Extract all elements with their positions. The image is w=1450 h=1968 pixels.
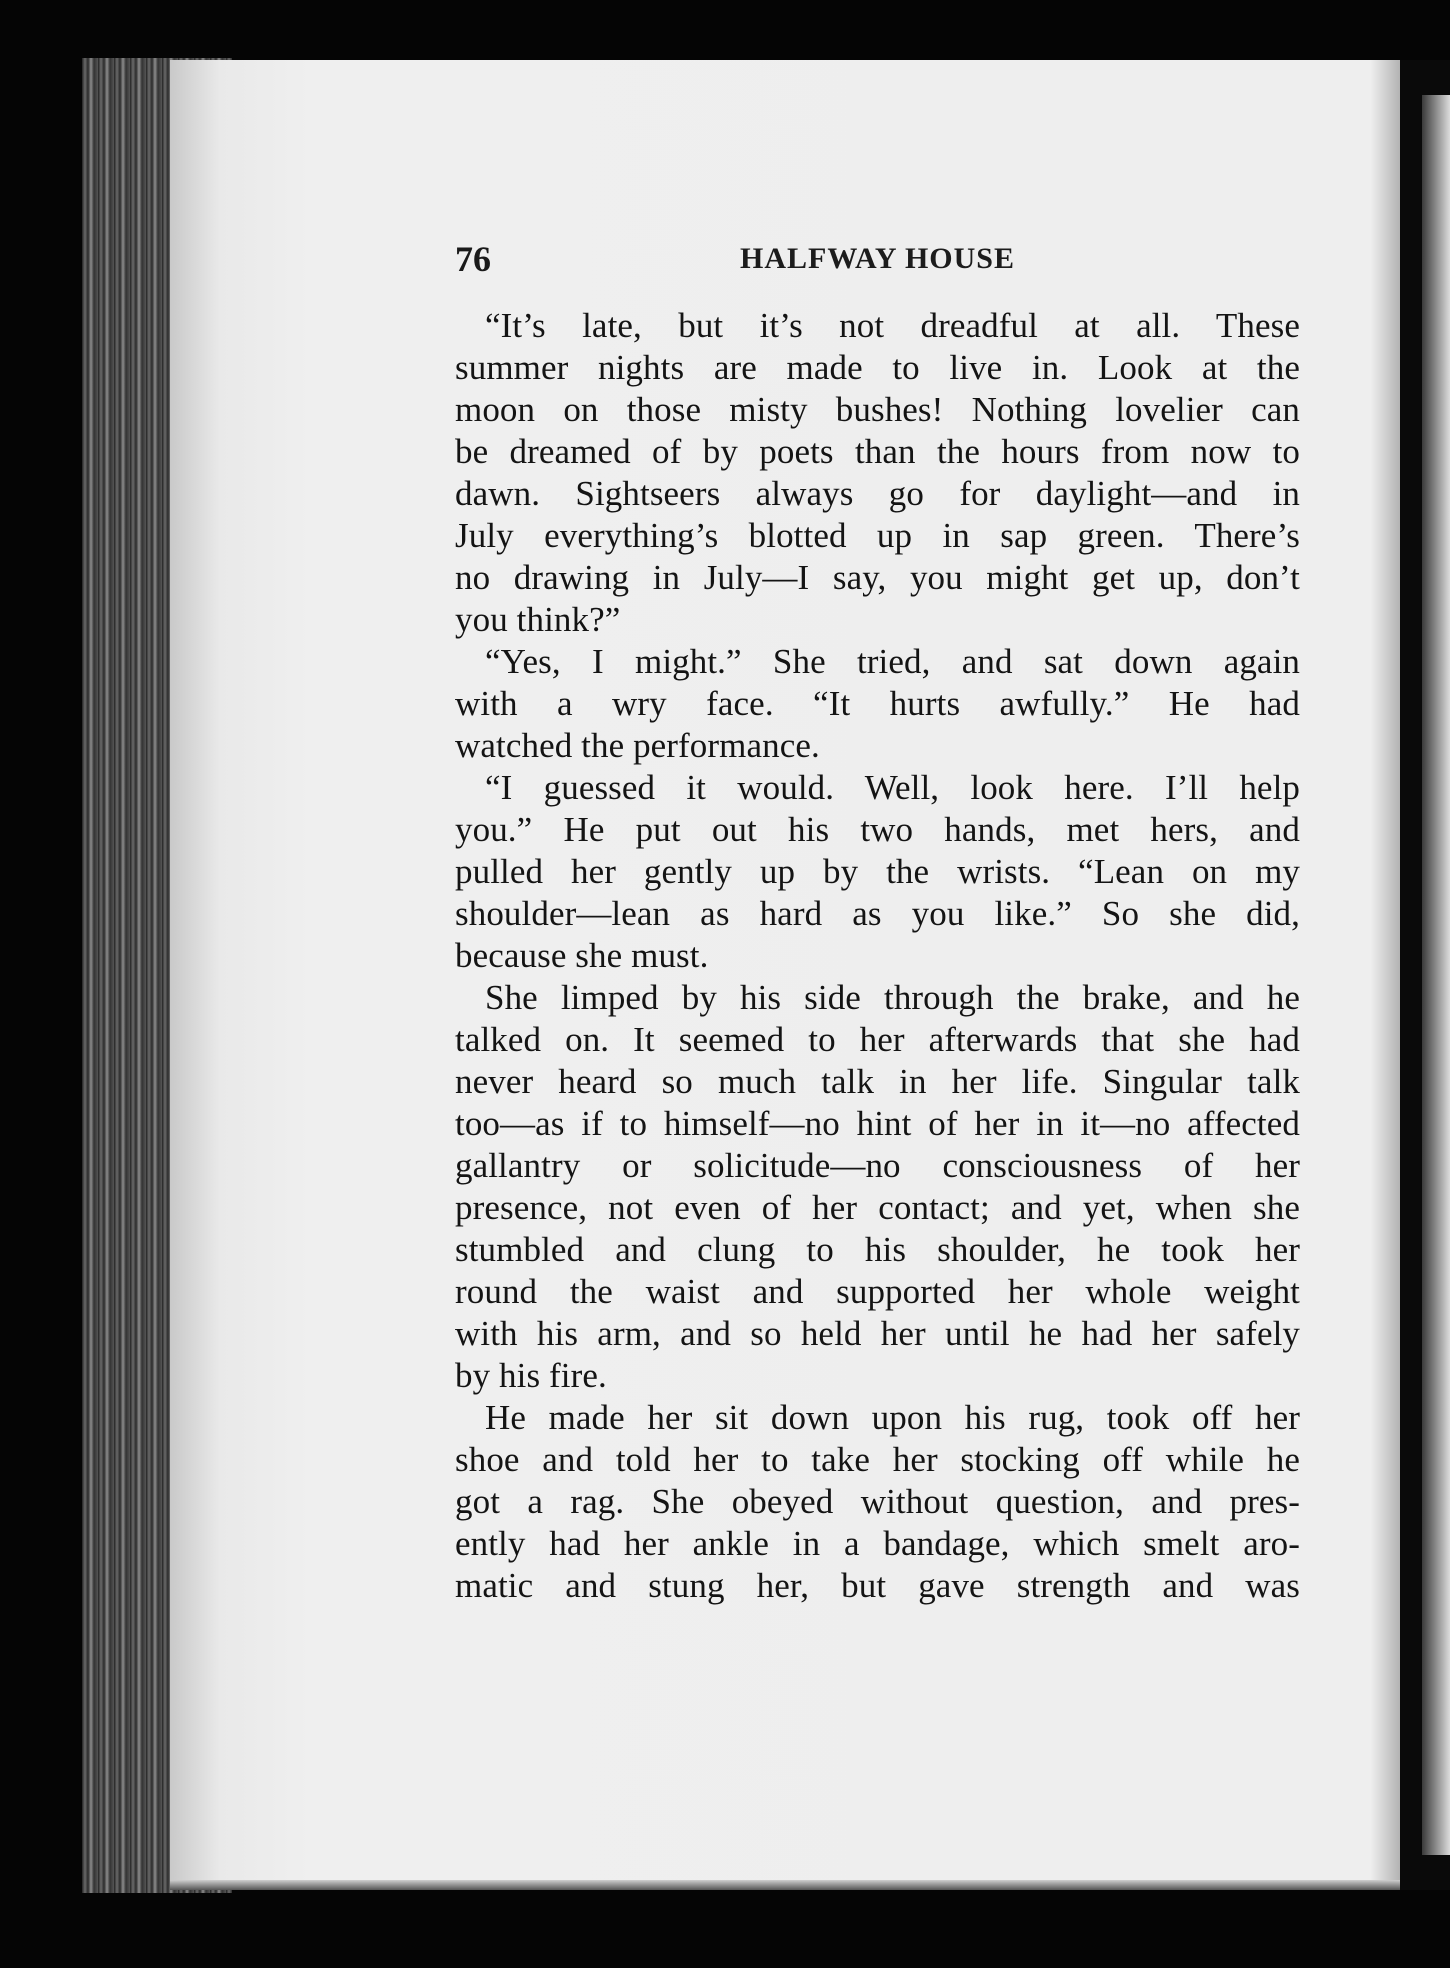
text-line: July everything’s blotted up in sap green. There’s [455,516,1300,555]
text-line: pulled her gently up by the wrists. “Lean on my [455,852,1300,891]
page-bottom-edge [170,1880,1400,1890]
text-line: no drawing in July—I say, you might get up, don’t [455,558,1300,597]
text-line: got a rag. She obeyed without question, and pres- [455,1482,1300,1521]
text-line: never heard so much talk in her life. Singular talk [455,1062,1300,1101]
text-line: gallantry or solicitude—no consciousness of her [455,1146,1300,1185]
text-line: with a wry face. “It hurts awfully.” He had [455,684,1300,723]
text-line: shoulder—lean as hard as you like.” So she did, [455,894,1300,933]
text-line: “It’s late, but it’s not dreadful at all. These [485,306,1300,345]
text-line: because she must. [455,936,709,975]
text-line: summer nights are made to live in. Look at the [455,348,1300,387]
text-line: too—as if to himself—no hint of her in it—no affected [455,1104,1300,1143]
text-line: stumbled and clung to his shoulder, he took her [455,1230,1300,1269]
text-line: She limped by his side through the brake, and he [485,978,1300,1017]
page-header [455,238,1300,288]
text-line: presence, not even of her contact; and yet, when she [455,1188,1300,1227]
page-number: 76 [455,239,491,279]
text-line: watched the performance. [455,726,820,765]
running-title: HALFWAY HOUSE [739,242,1015,275]
text-line: matic and stung her, but gave strength and was [455,1566,1300,1605]
text-line: you.” He put out his two hands, met hers, and [455,810,1300,849]
text-line: dawn. Sightseers always go for daylight—and in [455,474,1300,513]
page-shadow [1370,60,1400,1890]
text-line: “I guessed it would. Well, look here. I’ll help [485,768,1300,807]
text-line: by his fire. [455,1356,607,1395]
text-line: ently had her ankle in a bandage, which smelt aro- [455,1524,1300,1563]
facing-page-edge [1422,95,1450,1855]
text-line: be dreamed of by poets than the hours from now to [455,432,1300,471]
text-line: talked on. It seemed to her afterwards that she had [455,1020,1300,1059]
text-line: round the waist and supported her whole weight [455,1272,1300,1311]
text-line: “Yes, I might.” She tried, and sat down again [485,642,1300,681]
body-text [455,305,1300,1607]
text-line: you think?” [455,600,621,639]
text-line: moon on those misty bushes! Nothing lovelier can [455,390,1300,429]
text-line: shoe and told her to take her stocking off while he [455,1440,1300,1479]
text-line: with his arm, and so held her until he had her safely [455,1314,1300,1353]
text-line: He made her sit down upon his rug, took off her [485,1398,1300,1437]
